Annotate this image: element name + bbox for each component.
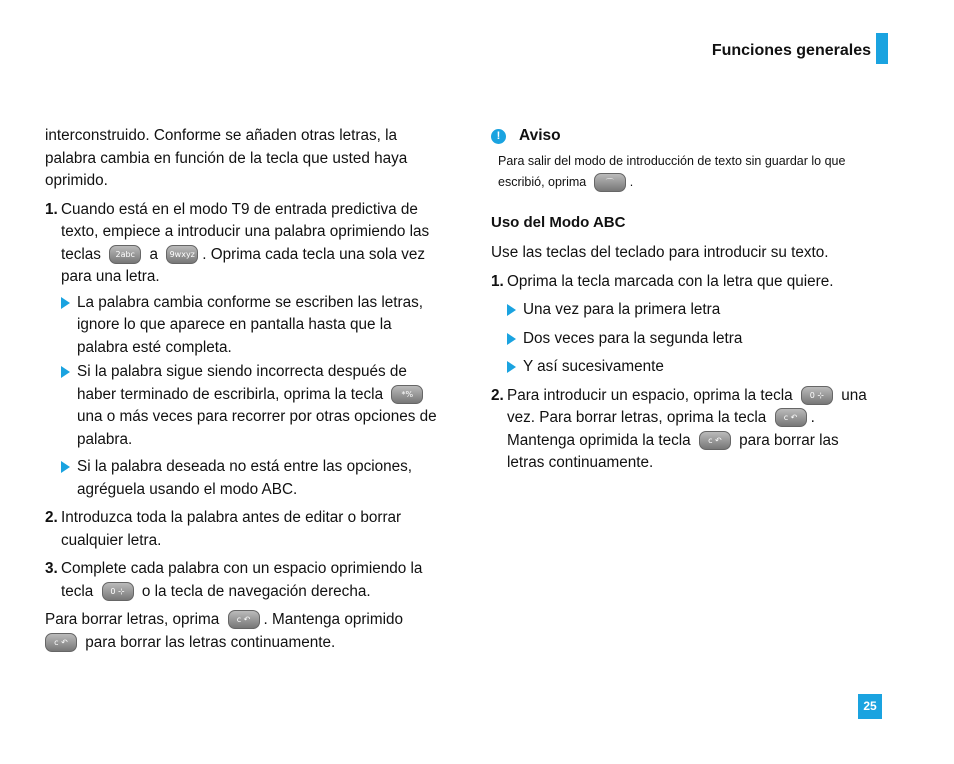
step-3 [45, 558, 440, 603]
erase-paragraph [45, 609, 440, 654]
left-intro: interconstruido. Conforme se añaden otras letras, la palabra cambia en función de la tecla que usted haya oprimido. [45, 127, 408, 189]
bullet-second-letter [507, 328, 871, 351]
step-2-text: Introduzca toda la palabra antes de editar o borrar cualquier letra. [61, 509, 402, 549]
step-number: 1. [491, 272, 504, 290]
step-1-text-b: . Oprima cada tecla una sola vez para una letra. [61, 245, 426, 285]
bullet-text: La palabra cambia conforme se escriben las letras, ignore lo que aparece en pantalla hasta que la palabra esté completa. [77, 293, 424, 356]
notice-text-b: . [629, 174, 634, 189]
key-end-icon: ⌒ [594, 173, 626, 192]
bullet-incorrect-word [61, 361, 440, 451]
key-2-icon: 2abc [109, 245, 141, 264]
step-number: 2. [45, 509, 58, 526]
abc-intro: Use las teclas del teclado para introducir su texto. [491, 244, 829, 261]
step-3-text-b: o la tecla de navegación derecha. [141, 582, 371, 600]
step-number: 2. [491, 386, 504, 404]
key-clear-icon: c ↶ [699, 431, 731, 450]
notice-title: Aviso [519, 127, 561, 144]
bullet-text: Una vez para la primera letra [523, 301, 721, 318]
key-clear-icon: c ↶ [45, 633, 77, 652]
step-number: 3. [45, 560, 58, 577]
key-clear-icon: c ↶ [228, 610, 260, 629]
header-accent-bar [876, 33, 888, 64]
bullet-arrow-icon [61, 297, 70, 309]
step-1-text-mid: a [149, 245, 158, 263]
abc-step-1 [491, 271, 871, 294]
section-subtitle: Uso del Modo ABC [491, 213, 626, 231]
left-column [45, 125, 440, 654]
step-3-text-a: Complete cada palabra con un espacio oprimiendo la tecla [61, 560, 423, 600]
abc-step-2-text-b: una vez. Para borrar letras, oprima la tecla [507, 386, 867, 426]
bullet-and-so-on [507, 356, 871, 379]
abc-step-2 [491, 385, 871, 475]
bullet-word-changes [61, 292, 440, 360]
bullet-arrow-icon [61, 461, 70, 473]
bullet-arrow-icon [61, 366, 70, 378]
abc-step-1-text: Oprima la tecla marcada con la letra que quiere. [507, 272, 834, 290]
bullet-arrow-icon [507, 304, 516, 316]
bullet-text: Y así sucesivamente [523, 358, 664, 375]
page-number: 25 [858, 694, 882, 719]
bullet-first-letter [507, 299, 871, 322]
abc-step-2-text-a: Para introducir un espacio, oprima la tecla [507, 386, 793, 404]
step-1 [45, 199, 440, 289]
erase-text-c: para borrar las letras continuamente. [85, 633, 336, 651]
info-icon: ! [491, 129, 506, 144]
key-9-icon: 9wxyz [166, 245, 198, 264]
key-0-icon: 0 ⊹ [801, 386, 833, 405]
step-2 [45, 507, 440, 552]
bullet-text: Si la palabra deseada no está entre las opciones, agréguela usando el modo ABC. [77, 458, 413, 498]
bullet-text: Dos veces para la segunda letra [523, 329, 743, 347]
bullet-text-b: una o más veces para recorrer por otras opciones de palabra. [77, 408, 437, 448]
notice-text-a: Para salir del modo de introducción de texto sin guardar lo que escribió, oprima [498, 153, 846, 189]
key-0-icon: 0 ⊹ [102, 582, 134, 601]
abc-step-2-text-d: para borrar las letras continuamente. [507, 431, 839, 471]
key-clear-icon: c ↶ [775, 408, 807, 427]
notice-heading [491, 125, 871, 148]
abc-step-2-text-c: . Mantenga oprimida la tecla [507, 409, 815, 449]
notice-body [498, 151, 871, 193]
right-column [491, 125, 871, 475]
step-1-text-a: Cuando está en el modo T9 de entrada predictiva de texto, empiece a introducir una palabra oprimiendo las teclas [61, 200, 430, 263]
step-number: 1. [45, 200, 58, 218]
erase-text-a: Para borrar letras, oprima [45, 611, 220, 628]
erase-text-b: . Mantenga oprimido [263, 611, 403, 628]
bullet-arrow-icon [507, 333, 516, 345]
bullet-word-not-found [61, 456, 440, 501]
running-header-title: Funciones generales [711, 42, 871, 59]
bullet-text-a: Si la palabra sigue siendo incorrecta después de haber terminado de escribirla, oprima la tecla [77, 363, 407, 403]
key-star-icon: *% [391, 385, 423, 404]
bullet-arrow-icon [507, 361, 516, 373]
